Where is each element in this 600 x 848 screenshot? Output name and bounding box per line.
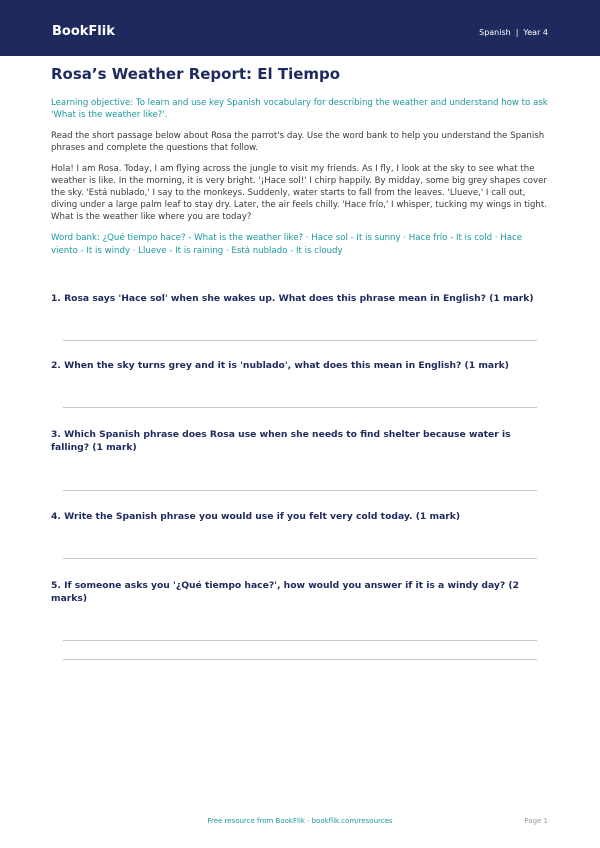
- answer-line-5b[interactable]: [63, 659, 537, 660]
- page-number: Page 1: [524, 817, 548, 825]
- story-passage: Hola! I am Rosa. Today, I am flying across the jungle to visit my friends. As I fly, I look at the sky to see what the weather is like. In the morning, it is very bright. '¡Hace sol!' I chirp happily. By midday, some big grey shapes cover the sky. 'Está nublado,' I say to the monkeys. Suddenly, water starts to fall from the leaves. 'Llueve,' I call out, diving under a large palm leaf to stay dry. Later, the air feels chilly. 'Hace frío,' I whisper, tucking my wings in tight. What is the weather like where you are today?: [51, 164, 547, 222]
- header-bar: [0, 0, 600, 56]
- footer-credit[interactable]: Free resource from BookFlik · bookflik.com/resources: [207, 817, 393, 825]
- meta-separator: |: [515, 28, 519, 37]
- question-5: 5. If someone asks you '¿Qué tiempo hace?', how would you answer if it is a windy day? (2 marks): [51, 580, 519, 604]
- page-title: Rosa’s Weather Report: El Tiempo: [51, 65, 341, 83]
- answer-line-4[interactable]: [63, 558, 537, 559]
- answer-line-2[interactable]: [63, 407, 537, 408]
- header-meta: [479, 28, 548, 38]
- question-1: 1. Rosa says 'Hace sol' when she wakes up. What does this phrase mean in English? (1 mark): [51, 293, 534, 304]
- question-3: 3. Which Spanish phrase does Rosa use when she needs to find shelter because water is falling? (1 mark): [51, 429, 511, 453]
- answer-line-3[interactable]: [63, 490, 537, 491]
- learning-objective: Learning objective: To learn and use key Spanish vocabulary for describing the weather and understand how to ask 'What is the weather like?'.: [51, 98, 548, 120]
- worksheet-body: [51, 64, 549, 258]
- question-4: 4. Write the Spanish phrase you would use if you felt very cold today. (1 mark): [51, 511, 461, 522]
- word-bank: Word bank: ¿Qué tiempo hace? - What is the weather like? · Hace sol - It is sunny · Hace frío - It is cold · Hace viento - It is windy · Llueve - It is raining · Está nublado - It is cloudy: [51, 233, 522, 256]
- question-2: 2. When the sky turns grey and it is 'nublado', what does this mean in English? (1 mark): [51, 360, 509, 371]
- instructions-text: Read the short passage below about Rosa the parrot's day. Use the word bank to help you understand the Spanish phrases and complete the questions that follow.: [51, 131, 545, 153]
- subject-label: Spanish: [479, 28, 511, 37]
- year-label: Year 4: [523, 28, 548, 37]
- answer-line-5a[interactable]: [63, 640, 537, 641]
- answer-line-1[interactable]: [63, 340, 537, 341]
- brand-logo-text[interactable]: BookFlik: [52, 24, 115, 39]
